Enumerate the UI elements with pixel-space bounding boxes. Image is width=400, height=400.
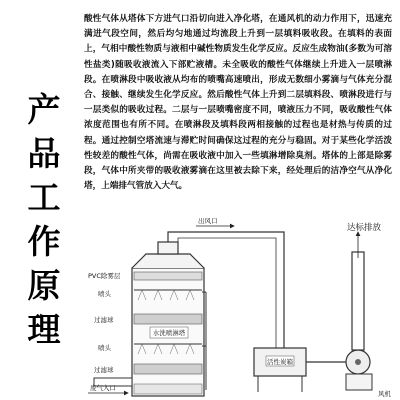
upper-filter-ball-layer — [134, 314, 202, 324]
label-fan: 风机 — [378, 390, 391, 398]
label-tower-name: 水洗喷淋塔 — [152, 329, 186, 337]
process-diagram-svg — [84, 218, 400, 400]
process-diagram — [84, 218, 400, 400]
label-carbon-box: 活性炭箱 — [267, 358, 293, 366]
label-pvc-demister: PVC除雾层 — [88, 272, 121, 280]
side-title-char: 理 — [27, 310, 61, 349]
side-title-char: 品 — [27, 134, 61, 173]
spray-tower — [132, 242, 206, 396]
tower-cap — [132, 254, 204, 268]
side-title — [20, 88, 68, 352]
activated-carbon-box — [254, 348, 306, 392]
tower-neck — [158, 242, 178, 254]
sump-tank — [134, 384, 202, 394]
description-block — [84, 12, 392, 194]
label-inlet: 废气入口 — [90, 384, 116, 392]
label-filter-ball-upper: 过滤球 — [94, 316, 114, 324]
fan — [346, 350, 372, 390]
lower-filter-ball-layer — [134, 364, 202, 374]
side-title-char: 工 — [27, 178, 61, 217]
label-exhaust-top: 达标排放 — [346, 223, 382, 233]
exhaust-stack — [352, 232, 364, 350]
side-title-char: 产 — [27, 90, 61, 129]
label-outlet: 出风口 — [198, 218, 218, 225]
label-nozzle-upper: 喷头 — [98, 290, 111, 298]
side-title-char: 作 — [27, 222, 61, 261]
label-nozzle-lower: 喷头 — [98, 344, 111, 352]
pvc-demister-layer — [134, 272, 202, 280]
description-text: 酸性气体从塔体下方进气口沿切向进入净化塔，在通风机的动力作用下，迅速充满进气段空间，然后均匀地通过均流段上升到一层填料吸收段。在填料的表面上，气相中酸性物质与液相中碱性物质发生化学反应。反应生成物油(多数为可溶性盐类)随吸收液流入下部贮液槽。未全吸收的酸性气体继续上升进入一层喷淋段。在喷淋段中吸收液从均布的喷嘴高速喷出，形成无数细小雾滴与气体充分混合、接触、继续发生化学反应。然后酸性气体上升到二层填料段、喷淋段进行与一层类似的吸收过程。二层与一层喷嘴密度不同，喷液压力不同，吸收酸性气体浓度范围也有所不同。在喷淋段及填料段两相接触的过程也是材热与传质的过程。通过控制空塔流速与滞贮时间确保这过程的充分与稳固。对于某些化学活泼性较差的酸性气体，尚需在吸收液中加入一些填淋增除臭剂。塔体的上部是除雾段，气体中所夹带的吸收液雾滴在这里被去除下来，经处理后的洁净空气从净化塔，上端排气管放入大气。 — [84, 14, 392, 192]
side-title-char: 原 — [27, 266, 61, 305]
label-filter-ball-lower: 过滤球 — [94, 366, 114, 374]
